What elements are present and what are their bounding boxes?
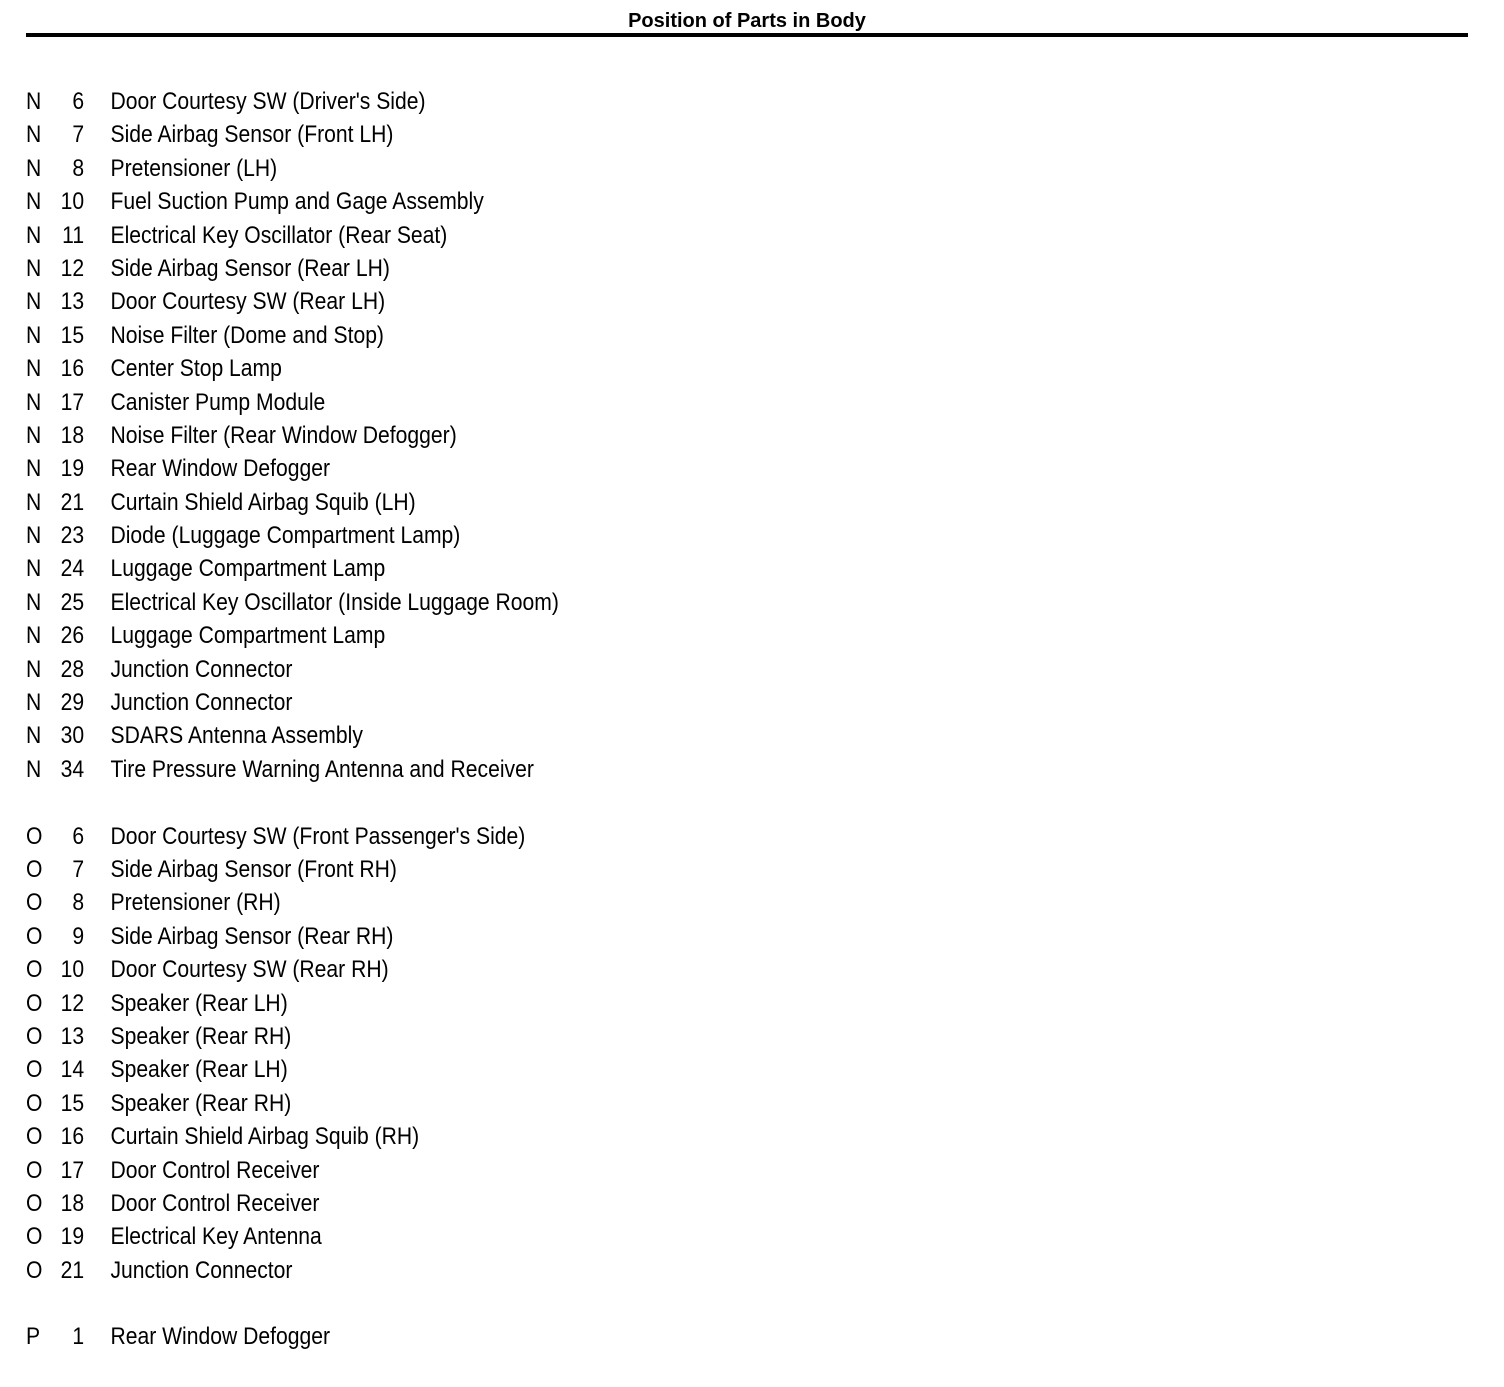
part-letter: N	[26, 154, 42, 182]
part-name: Side Airbag Sensor (Rear LH)	[110, 254, 390, 282]
part-row	[26, 1220, 1082, 1253]
part-row	[26, 285, 1082, 318]
part-row	[26, 719, 1082, 752]
part-letter: O	[26, 956, 43, 984]
part-name: Junction Connector	[110, 655, 293, 683]
part-number: 6	[72, 88, 85, 115]
part-name: Electrical Key Oscillator (Inside Luggage Room)	[110, 588, 559, 616]
part-letter: N	[26, 188, 42, 216]
part-row	[26, 252, 1082, 285]
part-name: Door Courtesy SW (Rear RH)	[110, 956, 389, 984]
part-letter: N	[26, 121, 42, 149]
part-row	[26, 1154, 1082, 1187]
part-name: Side Airbag Sensor (Front LH)	[110, 121, 394, 149]
part-letter: N	[26, 622, 42, 650]
part-number: 30	[60, 722, 85, 750]
part-row	[26, 586, 1082, 619]
part-name: Junction Connector	[110, 1256, 293, 1284]
part-number: 23	[60, 522, 85, 550]
part-letter: N	[26, 421, 42, 449]
part-row	[26, 118, 1082, 151]
part-number: 28	[60, 655, 85, 683]
part-number: 13	[60, 288, 85, 316]
part-name: Noise Filter (Rear Window Defogger)	[110, 421, 457, 449]
part-letter: N	[26, 722, 42, 750]
part-name: Speaker (Rear LH)	[110, 1056, 288, 1084]
part-row	[26, 753, 1082, 786]
part-row	[26, 953, 1082, 986]
part-name: Fuel Suction Pump and Gage Assembly	[110, 188, 484, 216]
part-group	[26, 820, 1226, 1287]
part-row	[26, 519, 1082, 552]
part-name: Speaker (Rear LH)	[110, 989, 288, 1017]
part-number: 8	[72, 889, 85, 917]
part-letter: O	[26, 822, 43, 850]
part-row	[26, 85, 1082, 118]
part-name: Electrical Key Antenna	[110, 1223, 322, 1251]
part-letter: O	[26, 1123, 43, 1151]
part-row	[26, 987, 1082, 1020]
part-letter: O	[26, 1056, 43, 1084]
part-row	[26, 419, 1082, 452]
part-row	[26, 486, 1082, 519]
part-name: Electrical Key Oscillator (Rear Seat)	[110, 221, 448, 249]
part-letter: N	[26, 522, 42, 550]
part-letter: N	[26, 321, 42, 349]
part-row	[26, 820, 1082, 853]
part-number: 15	[60, 321, 85, 349]
part-letter: N	[26, 355, 42, 383]
part-name: Rear Window Defogger	[110, 455, 330, 483]
part-name: Rear Window Defogger	[110, 1323, 330, 1351]
part-name: Pretensioner (RH)	[110, 889, 281, 917]
part-number: 6	[72, 822, 85, 850]
part-number: 21	[60, 488, 85, 516]
part-number: 29	[60, 689, 85, 717]
part-letter: N	[26, 655, 42, 683]
part-number: 16	[60, 355, 85, 383]
part-row	[26, 185, 1082, 218]
part-row	[26, 1020, 1082, 1053]
part-letter: N	[26, 288, 42, 316]
part-number: 16	[60, 1123, 85, 1151]
part-number: 19	[60, 455, 85, 483]
part-name: Canister Pump Module	[110, 388, 326, 416]
part-letter: N	[26, 254, 42, 282]
part-name: Luggage Compartment Lamp	[110, 555, 386, 583]
part-row	[26, 319, 1082, 352]
part-number: 12	[60, 989, 85, 1017]
part-number: 7	[72, 855, 85, 883]
part-name: Door Courtesy SW (Rear LH)	[110, 288, 386, 316]
part-number: 19	[60, 1223, 85, 1251]
part-name: Side Airbag Sensor (Rear RH)	[110, 922, 394, 950]
part-number: 18	[60, 1189, 85, 1217]
part-letter: O	[26, 1089, 43, 1117]
part-number: 11	[62, 221, 85, 249]
part-row	[26, 653, 1082, 686]
part-name: Curtain Shield Airbag Squib (LH)	[110, 488, 416, 516]
part-letter: N	[26, 488, 42, 516]
part-name: Curtain Shield Airbag Squib (RH)	[110, 1123, 420, 1151]
part-number: 17	[60, 388, 85, 416]
part-letter: N	[26, 388, 42, 416]
part-letter: O	[26, 989, 43, 1017]
part-row	[26, 1087, 1082, 1120]
part-group	[26, 85, 1226, 786]
part-number: 1	[72, 1323, 85, 1351]
part-number: 9	[72, 922, 85, 950]
part-row	[26, 352, 1082, 385]
part-row	[26, 552, 1082, 585]
part-letter: N	[26, 221, 42, 249]
part-name: Door Courtesy SW (Front Passenger's Side)	[110, 822, 526, 850]
part-name: Speaker (Rear RH)	[110, 1022, 292, 1050]
part-letter: O	[26, 1256, 43, 1284]
part-row	[26, 1053, 1082, 1086]
part-name: Junction Connector	[110, 689, 293, 717]
part-letter: N	[26, 588, 42, 616]
part-row	[26, 619, 1082, 652]
part-letter: O	[26, 1223, 43, 1251]
part-name: Side Airbag Sensor (Front RH)	[110, 855, 397, 883]
part-number: 25	[60, 588, 85, 616]
part-row	[26, 1320, 1082, 1353]
part-row	[26, 152, 1082, 185]
part-letter: N	[26, 555, 42, 583]
part-number: 21	[60, 1256, 85, 1284]
part-number: 15	[60, 1089, 85, 1117]
part-name: Pretensioner (LH)	[110, 154, 278, 182]
part-number: 13	[60, 1022, 85, 1050]
part-name: Diode (Luggage Compartment Lamp)	[110, 522, 461, 550]
part-letter: O	[26, 1189, 43, 1217]
part-letter: N	[26, 689, 42, 717]
part-number: 24	[60, 555, 85, 583]
page-title: Position of Parts in Body	[628, 10, 866, 32]
part-row	[26, 1120, 1082, 1153]
part-name: Door Courtesy SW (Driver's Side)	[110, 88, 426, 115]
part-number: 26	[60, 622, 85, 650]
part-letter: P	[26, 1323, 41, 1351]
part-letter: N	[26, 88, 42, 115]
part-row	[26, 219, 1082, 252]
part-letter: N	[26, 455, 42, 483]
part-name: Door Control Receiver	[110, 1156, 320, 1184]
part-letter: O	[26, 1156, 43, 1184]
part-row	[26, 1187, 1082, 1220]
part-row	[26, 452, 1082, 485]
part-letter: O	[26, 855, 43, 883]
part-number: 18	[60, 421, 85, 449]
part-row	[26, 853, 1082, 886]
title-rule	[26, 33, 1468, 37]
part-letter: O	[26, 922, 43, 950]
part-name: Luggage Compartment Lamp	[110, 622, 386, 650]
parts-list	[26, 85, 1226, 1387]
part-name: Door Control Receiver	[110, 1189, 320, 1217]
part-letter: O	[26, 1022, 43, 1050]
part-name: Speaker (Rear RH)	[110, 1089, 292, 1117]
part-number: 10	[60, 956, 85, 984]
part-row	[26, 886, 1082, 919]
part-row	[26, 920, 1082, 953]
part-number: 14	[60, 1056, 85, 1084]
part-number: 34	[60, 755, 85, 783]
part-number: 7	[72, 121, 85, 149]
part-row	[26, 1254, 1082, 1287]
part-number: 12	[60, 254, 85, 282]
part-row	[26, 686, 1082, 719]
part-name: Center Stop Lamp	[110, 355, 282, 383]
part-row	[26, 386, 1082, 419]
part-name: SDARS Antenna Assembly	[110, 722, 363, 750]
part-name: Tire Pressure Warning Antenna and Receiver	[110, 755, 534, 783]
part-number: 17	[60, 1156, 85, 1184]
part-letter: N	[26, 755, 42, 783]
part-number: 10	[60, 188, 85, 216]
part-letter: O	[26, 889, 43, 917]
part-name: Noise Filter (Dome and Stop)	[110, 321, 384, 349]
part-number: 8	[72, 154, 85, 182]
part-group	[26, 1320, 1226, 1353]
